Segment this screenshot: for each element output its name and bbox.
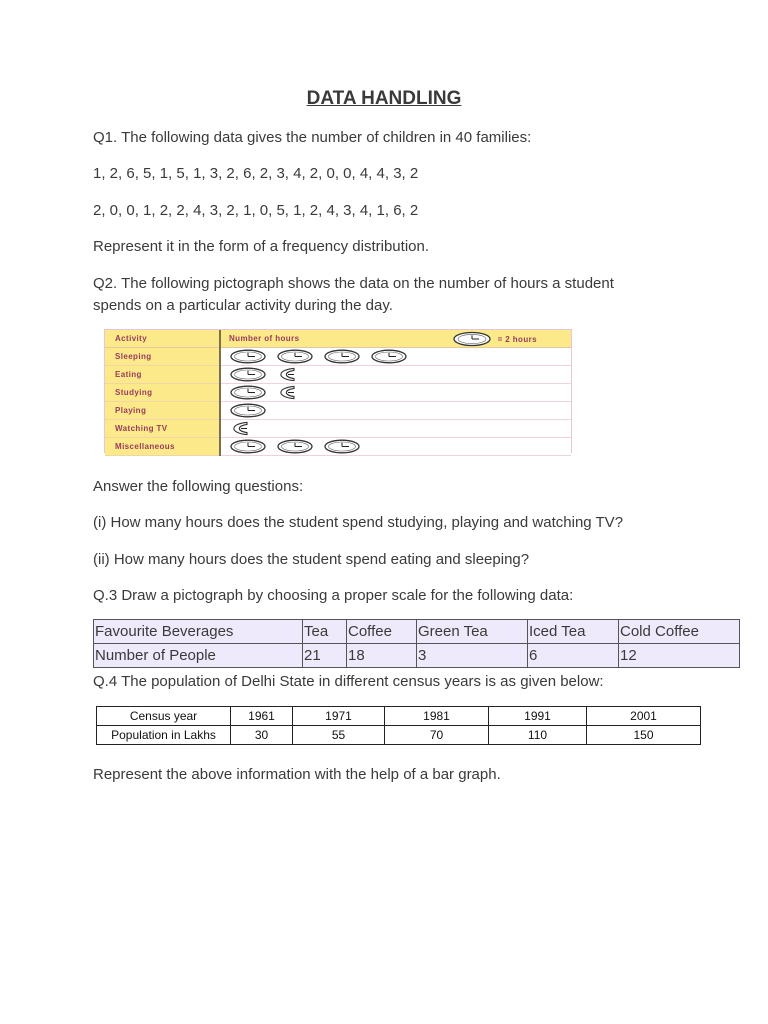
table-cell: Census year <box>97 707 231 726</box>
table-cell: Coffee <box>347 620 417 644</box>
clock-icon <box>229 385 267 400</box>
clock-icon <box>452 331 492 347</box>
pictograph-hours-header: Number of hours <box>229 334 300 343</box>
pictograph-row-sleeping <box>229 348 571 365</box>
pictograph-activity: Studying <box>105 384 220 402</box>
q2-sub-question-2: (ii) How many hours does the student spend eating and sleeping? <box>93 551 530 568</box>
table-row <box>97 726 701 745</box>
clock-icon <box>276 349 314 364</box>
pictograph-row-playing <box>229 402 571 419</box>
pictograph-row-watching-tv <box>229 420 571 437</box>
q2-answer-prompt: Answer the following questions: <box>93 478 304 495</box>
page-title: DATA HANDLING <box>306 88 462 109</box>
table-cell: Iced Tea <box>528 620 619 644</box>
pictograph-key <box>452 331 537 347</box>
table-cell: 1981 <box>385 707 489 726</box>
table-cell: Green Tea <box>417 620 528 644</box>
clock-icon <box>229 439 267 454</box>
clock-icon <box>229 367 267 382</box>
table-cell: 70 <box>385 726 489 745</box>
clock-icon <box>323 349 361 364</box>
table-row <box>94 644 740 668</box>
table-cell: 1991 <box>489 707 587 726</box>
clock-icon <box>370 349 408 364</box>
q3-question: Q.3 Draw a pictograph by choosing a proper scale for the following data: <box>93 587 574 604</box>
table-cell: 2001 <box>587 707 701 726</box>
pictograph-key-text: = 2 hours <box>497 334 537 344</box>
half-clock-icon <box>276 367 296 382</box>
pictograph-row-miscellaneous <box>229 438 571 455</box>
clock-icon <box>229 349 267 364</box>
q1-data-line-1: 1, 2, 6, 5, 1, 5, 1, 3, 2, 6, 2, 3, 4, 2, 0, 0, 4, 4, 3, 2 <box>93 165 419 182</box>
table-cell: 18 <box>347 644 417 668</box>
table-cell: 12 <box>619 644 740 668</box>
table-cell: 150 <box>587 726 701 745</box>
table-cell: Cold Coffee <box>619 620 740 644</box>
table-cell: 1961 <box>231 707 293 726</box>
q1-question: Q1. The following data gives the number of children in 40 families: <box>93 129 532 146</box>
pictograph <box>104 329 572 453</box>
table-cell: 21 <box>303 644 347 668</box>
pictograph-activity: Sleeping <box>105 348 220 366</box>
table-cell: Tea <box>303 620 347 644</box>
q2-sub-question-1: (i) How many hours does the student spend studying, playing and watching TV? <box>93 514 624 531</box>
census-table <box>96 706 701 745</box>
pictograph-row-eating <box>229 366 571 383</box>
table-row <box>94 620 740 644</box>
pictograph-activity-header: Activity <box>105 330 220 348</box>
pictograph-activity: Playing <box>105 402 220 420</box>
pictograph-activity: Eating <box>105 366 220 384</box>
pictograph-activity: Miscellaneous <box>105 438 220 456</box>
table-cell: 30 <box>231 726 293 745</box>
q1-data-line-2: 2, 0, 0, 1, 2, 2, 4, 3, 2, 1, 0, 5, 1, 2, 4, 3, 4, 1, 6, 2 <box>93 202 419 219</box>
q4-instruction: Represent the above information with the help of a bar graph. <box>93 766 501 783</box>
q2-question: Q2. The following pictograph shows the data on the number of hours a student spends on a particular activity during the day. <box>93 275 614 314</box>
clock-icon <box>276 439 314 454</box>
table-cell: Number of People <box>94 644 303 668</box>
clock-icon <box>323 439 361 454</box>
pictograph-row-studying <box>229 384 571 401</box>
q1-instruction: Represent it in the form of a frequency distribution. <box>93 238 430 255</box>
table-cell: 55 <box>293 726 385 745</box>
table-row <box>97 707 701 726</box>
table-cell: 3 <box>417 644 528 668</box>
table-cell: Population in Lakhs <box>97 726 231 745</box>
table-cell: 6 <box>528 644 619 668</box>
table-cell: 1971 <box>293 707 385 726</box>
clock-icon <box>229 403 267 418</box>
table-cell: 110 <box>489 726 587 745</box>
pictograph-activity: Watching TV <box>105 420 220 438</box>
beverages-table <box>93 619 740 668</box>
table-cell: Favourite Beverages <box>94 620 303 644</box>
q4-question: Q.4 The population of Delhi State in different census years is as given below: <box>93 673 604 690</box>
half-clock-icon <box>276 385 296 400</box>
half-clock-icon <box>229 421 249 436</box>
